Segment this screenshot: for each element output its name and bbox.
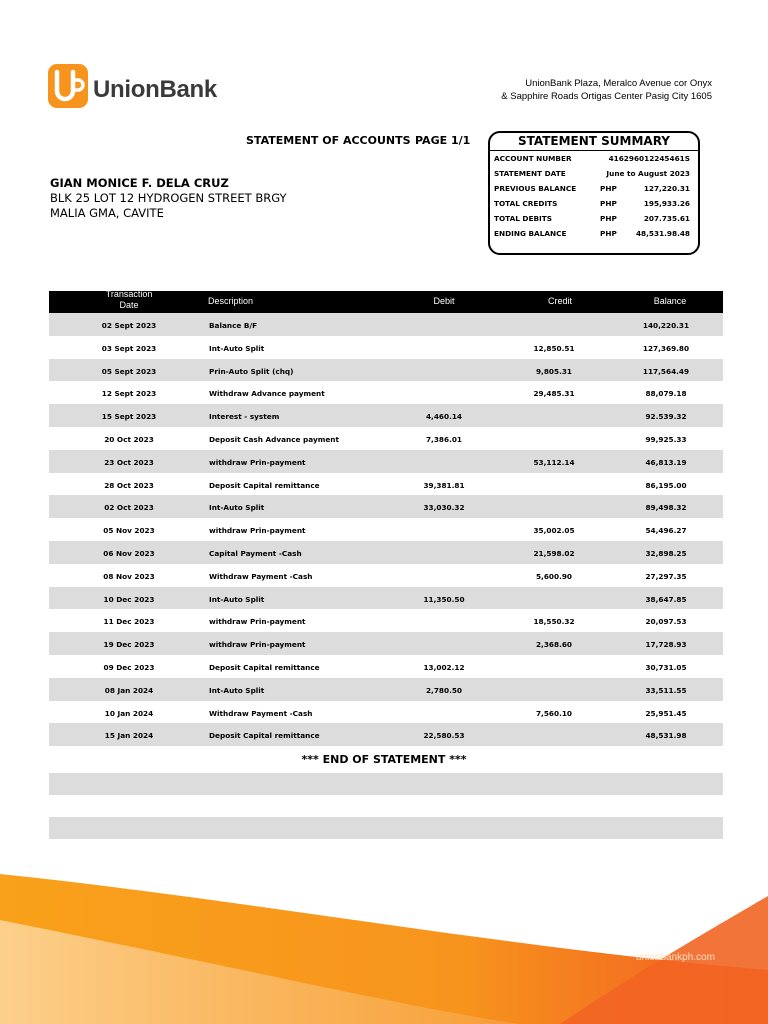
cell-description: Interest - system bbox=[209, 412, 280, 422]
table-row bbox=[49, 427, 723, 450]
cell-date: 11 Dec 2023 bbox=[103, 617, 155, 627]
table-row bbox=[49, 518, 723, 541]
footer-wave-decoration bbox=[0, 860, 768, 1024]
summary-label: ACCOUNT NUMBER bbox=[494, 154, 572, 163]
cell-date: 09 Dec 2023 bbox=[103, 662, 155, 672]
cell-date: 15 Sept 2023 bbox=[101, 412, 157, 422]
cell-description: withdraw Prin-payment bbox=[209, 617, 306, 627]
summary-value: 127,220.31 bbox=[643, 184, 690, 193]
bank-address bbox=[501, 77, 712, 103]
table-row bbox=[49, 564, 723, 587]
cell-description: Deposit Capital remittance bbox=[209, 731, 320, 741]
table-row bbox=[49, 587, 723, 610]
footer-url: unionbankph.com bbox=[636, 952, 715, 963]
header-date-line2: Date bbox=[119, 300, 139, 310]
cell-description: Deposit Capital remittance bbox=[209, 662, 320, 672]
bank-name: UnionBank bbox=[93, 76, 217, 103]
cell-credit: 7,560.10 bbox=[535, 708, 572, 718]
cell-date: 05 Nov 2023 bbox=[103, 526, 155, 536]
customer-address-line1: BLK 25 LOT 12 HYDROGEN STREET BRGY bbox=[50, 191, 287, 205]
summary-label: STATEMENT DATE bbox=[494, 169, 566, 178]
customer-address bbox=[50, 191, 287, 221]
summary-label: PREVIOUS BALANCE bbox=[494, 184, 577, 193]
cell-debit: 33,030.32 bbox=[423, 503, 465, 513]
table-row bbox=[49, 495, 723, 518]
summary-currency: PHP bbox=[600, 199, 617, 208]
summary-currency: PHP bbox=[600, 229, 617, 238]
cell-balance: 33,511.55 bbox=[645, 685, 687, 695]
cell-date: 23 Oct 2023 bbox=[104, 457, 154, 467]
cell-debit: 22,580.53 bbox=[423, 731, 465, 741]
cell-balance: 54,496.27 bbox=[645, 526, 687, 536]
summary-value: 48,531.98.48 bbox=[635, 229, 690, 238]
cell-balance: 89,498.32 bbox=[645, 503, 687, 513]
summary-row-ending-balance bbox=[490, 226, 698, 241]
table-row bbox=[49, 336, 723, 359]
table-row bbox=[49, 678, 723, 701]
cell-date: 02 Sept 2023 bbox=[101, 321, 157, 330]
cell-date: 08 Jan 2024 bbox=[104, 685, 154, 695]
cell-balance: 117,564.49 bbox=[642, 366, 690, 376]
end-of-statement: *** END OF STATEMENT *** bbox=[301, 753, 467, 766]
cell-date: 28 Oct 2023 bbox=[104, 480, 154, 490]
cell-balance: 99,925.33 bbox=[645, 434, 687, 444]
empty-row bbox=[49, 773, 723, 795]
cell-credit: 53,112.14 bbox=[533, 457, 575, 467]
summary-value: 207.735.61 bbox=[643, 214, 690, 223]
cell-balance: 92.539.32 bbox=[645, 412, 687, 422]
customer-address-line2: MALIA GMA, CAVITE bbox=[50, 206, 164, 220]
summary-value: 416296012245461S bbox=[608, 154, 690, 163]
cell-debit: 39,381.81 bbox=[423, 480, 465, 490]
summary-value: June to August 2023 bbox=[606, 169, 690, 178]
cell-balance: 127,369.80 bbox=[642, 343, 690, 353]
cell-debit: 13,002.12 bbox=[423, 662, 465, 672]
transactions-table bbox=[49, 291, 723, 746]
cell-balance: 88,079.18 bbox=[645, 389, 687, 399]
bank-address-line2: & Sapphire Roads Ortigas Center Pasig City 1605 bbox=[501, 91, 712, 102]
cell-date: 02 Oct 2023 bbox=[104, 503, 154, 513]
header-credit: Credit bbox=[547, 296, 572, 306]
cell-credit: 12,850.51 bbox=[533, 343, 575, 353]
cell-debit: 4,460.14 bbox=[425, 412, 462, 422]
statement-title: STATEMENT OF ACCOUNTS bbox=[246, 134, 411, 147]
cell-date: 10 Jan 2024 bbox=[104, 708, 154, 718]
table-row bbox=[49, 655, 723, 678]
cell-balance: 38,647.85 bbox=[645, 594, 687, 604]
unionbank-logo bbox=[48, 64, 228, 110]
cell-date: 03 Sept 2023 bbox=[101, 343, 157, 353]
cell-balance: 27,297.35 bbox=[645, 571, 687, 581]
bank-address-line1: UnionBank Plaza, Meralco Avenue cor Onyx bbox=[525, 78, 712, 89]
cell-description: Withdraw Advance payment bbox=[209, 389, 325, 399]
table-row bbox=[49, 701, 723, 724]
header-transaction-date bbox=[79, 289, 179, 311]
summary-row-statement-date bbox=[490, 166, 698, 181]
summary-row-total-credits bbox=[490, 196, 698, 211]
cell-date: 08 Nov 2023 bbox=[103, 571, 155, 581]
header-description: Description bbox=[208, 296, 254, 306]
cell-description: Deposit Capital remittance bbox=[209, 480, 320, 490]
table-body bbox=[49, 313, 723, 746]
cell-balance: 30,731.05 bbox=[645, 662, 687, 672]
summary-label: TOTAL DEBITS bbox=[494, 214, 552, 223]
cell-description: Deposit Cash Advance payment bbox=[209, 434, 339, 444]
summary-row-total-debits bbox=[490, 211, 698, 226]
table-row bbox=[49, 381, 723, 404]
summary-row-account-number bbox=[490, 151, 698, 166]
header-debit: Debit bbox=[433, 296, 455, 306]
cell-description: Balance B/F bbox=[209, 321, 258, 330]
cell-credit: 9,805.31 bbox=[535, 366, 572, 376]
cell-credit: 2,368.60 bbox=[535, 640, 572, 650]
cell-debit: 11,350.50 bbox=[423, 594, 465, 604]
cell-credit: 18,550.32 bbox=[533, 617, 575, 627]
cell-description: Withdraw Payment -Cash bbox=[209, 571, 313, 581]
cell-description: Withdraw Payment -Cash bbox=[209, 708, 313, 718]
cell-credit: 21,598.02 bbox=[533, 548, 575, 558]
summary-row-previous-balance bbox=[490, 181, 698, 196]
cell-description: Int-Auto Split bbox=[209, 343, 265, 353]
header-date-line1: Transaction bbox=[105, 289, 153, 299]
table-row bbox=[49, 723, 723, 746]
summary-label: ENDING BALANCE bbox=[494, 229, 567, 238]
table-row bbox=[49, 450, 723, 473]
cell-description: Capital Payment -Cash bbox=[209, 548, 302, 558]
cell-description: Int-Auto Split bbox=[209, 685, 265, 695]
cell-date: 20 Oct 2023 bbox=[104, 434, 154, 444]
summary-value: 195,933.26 bbox=[643, 199, 690, 208]
table-row bbox=[49, 473, 723, 496]
table-row bbox=[49, 541, 723, 564]
cell-date: 19 Dec 2023 bbox=[103, 640, 155, 650]
cell-balance: 140,220.31 bbox=[642, 321, 690, 330]
cell-balance: 46,813.19 bbox=[645, 457, 687, 467]
cell-date: 06 Nov 2023 bbox=[103, 548, 155, 558]
cell-description: withdraw Prin-payment bbox=[209, 526, 306, 536]
summary-currency: PHP bbox=[600, 184, 617, 193]
cell-balance: 17,728.93 bbox=[645, 640, 687, 650]
cell-balance: 25,951.45 bbox=[645, 708, 687, 718]
summary-currency: PHP bbox=[600, 214, 617, 223]
cell-description: withdraw Prin-payment bbox=[209, 457, 306, 467]
cell-date: 05 Sept 2023 bbox=[101, 366, 157, 376]
cell-debit: 2,780.50 bbox=[425, 685, 462, 695]
statement-summary-box bbox=[488, 131, 700, 255]
empty-row bbox=[49, 817, 723, 839]
cell-description: Prin-Auto Split (chq) bbox=[209, 366, 294, 376]
cell-balance: 48,531.98 bbox=[645, 731, 687, 741]
header-balance: Balance bbox=[653, 296, 687, 306]
cell-balance: 20,097.53 bbox=[645, 617, 687, 627]
unionbank-logo-icon bbox=[48, 64, 88, 108]
cell-date: 12 Sept 2023 bbox=[101, 389, 157, 399]
table-row bbox=[49, 359, 723, 382]
cell-balance: 86,195.00 bbox=[645, 480, 687, 490]
cell-description: Int-Auto Split bbox=[209, 594, 265, 604]
customer-name: GIAN MONICE F. DELA CRUZ bbox=[50, 176, 229, 190]
table-row bbox=[49, 313, 723, 336]
table-row bbox=[49, 404, 723, 427]
cell-credit: 29,485.31 bbox=[533, 389, 575, 399]
summary-title: STATEMENT SUMMARY bbox=[490, 133, 698, 151]
cell-credit: 35,002.05 bbox=[533, 526, 575, 536]
cell-balance: 32,898.25 bbox=[645, 548, 687, 558]
page-number: PAGE 1/1 bbox=[415, 134, 471, 147]
cell-description: Int-Auto Split bbox=[209, 503, 265, 513]
table-header bbox=[49, 291, 723, 313]
table-row bbox=[49, 632, 723, 655]
table-row bbox=[49, 609, 723, 632]
cell-description: withdraw Prin-payment bbox=[209, 640, 306, 650]
cell-debit: 7,386.01 bbox=[425, 434, 462, 444]
summary-label: TOTAL CREDITS bbox=[494, 199, 558, 208]
cell-date: 10 Dec 2023 bbox=[103, 594, 155, 604]
cell-credit: 5,600.90 bbox=[535, 571, 572, 581]
cell-date: 15 Jan 2024 bbox=[104, 731, 154, 741]
